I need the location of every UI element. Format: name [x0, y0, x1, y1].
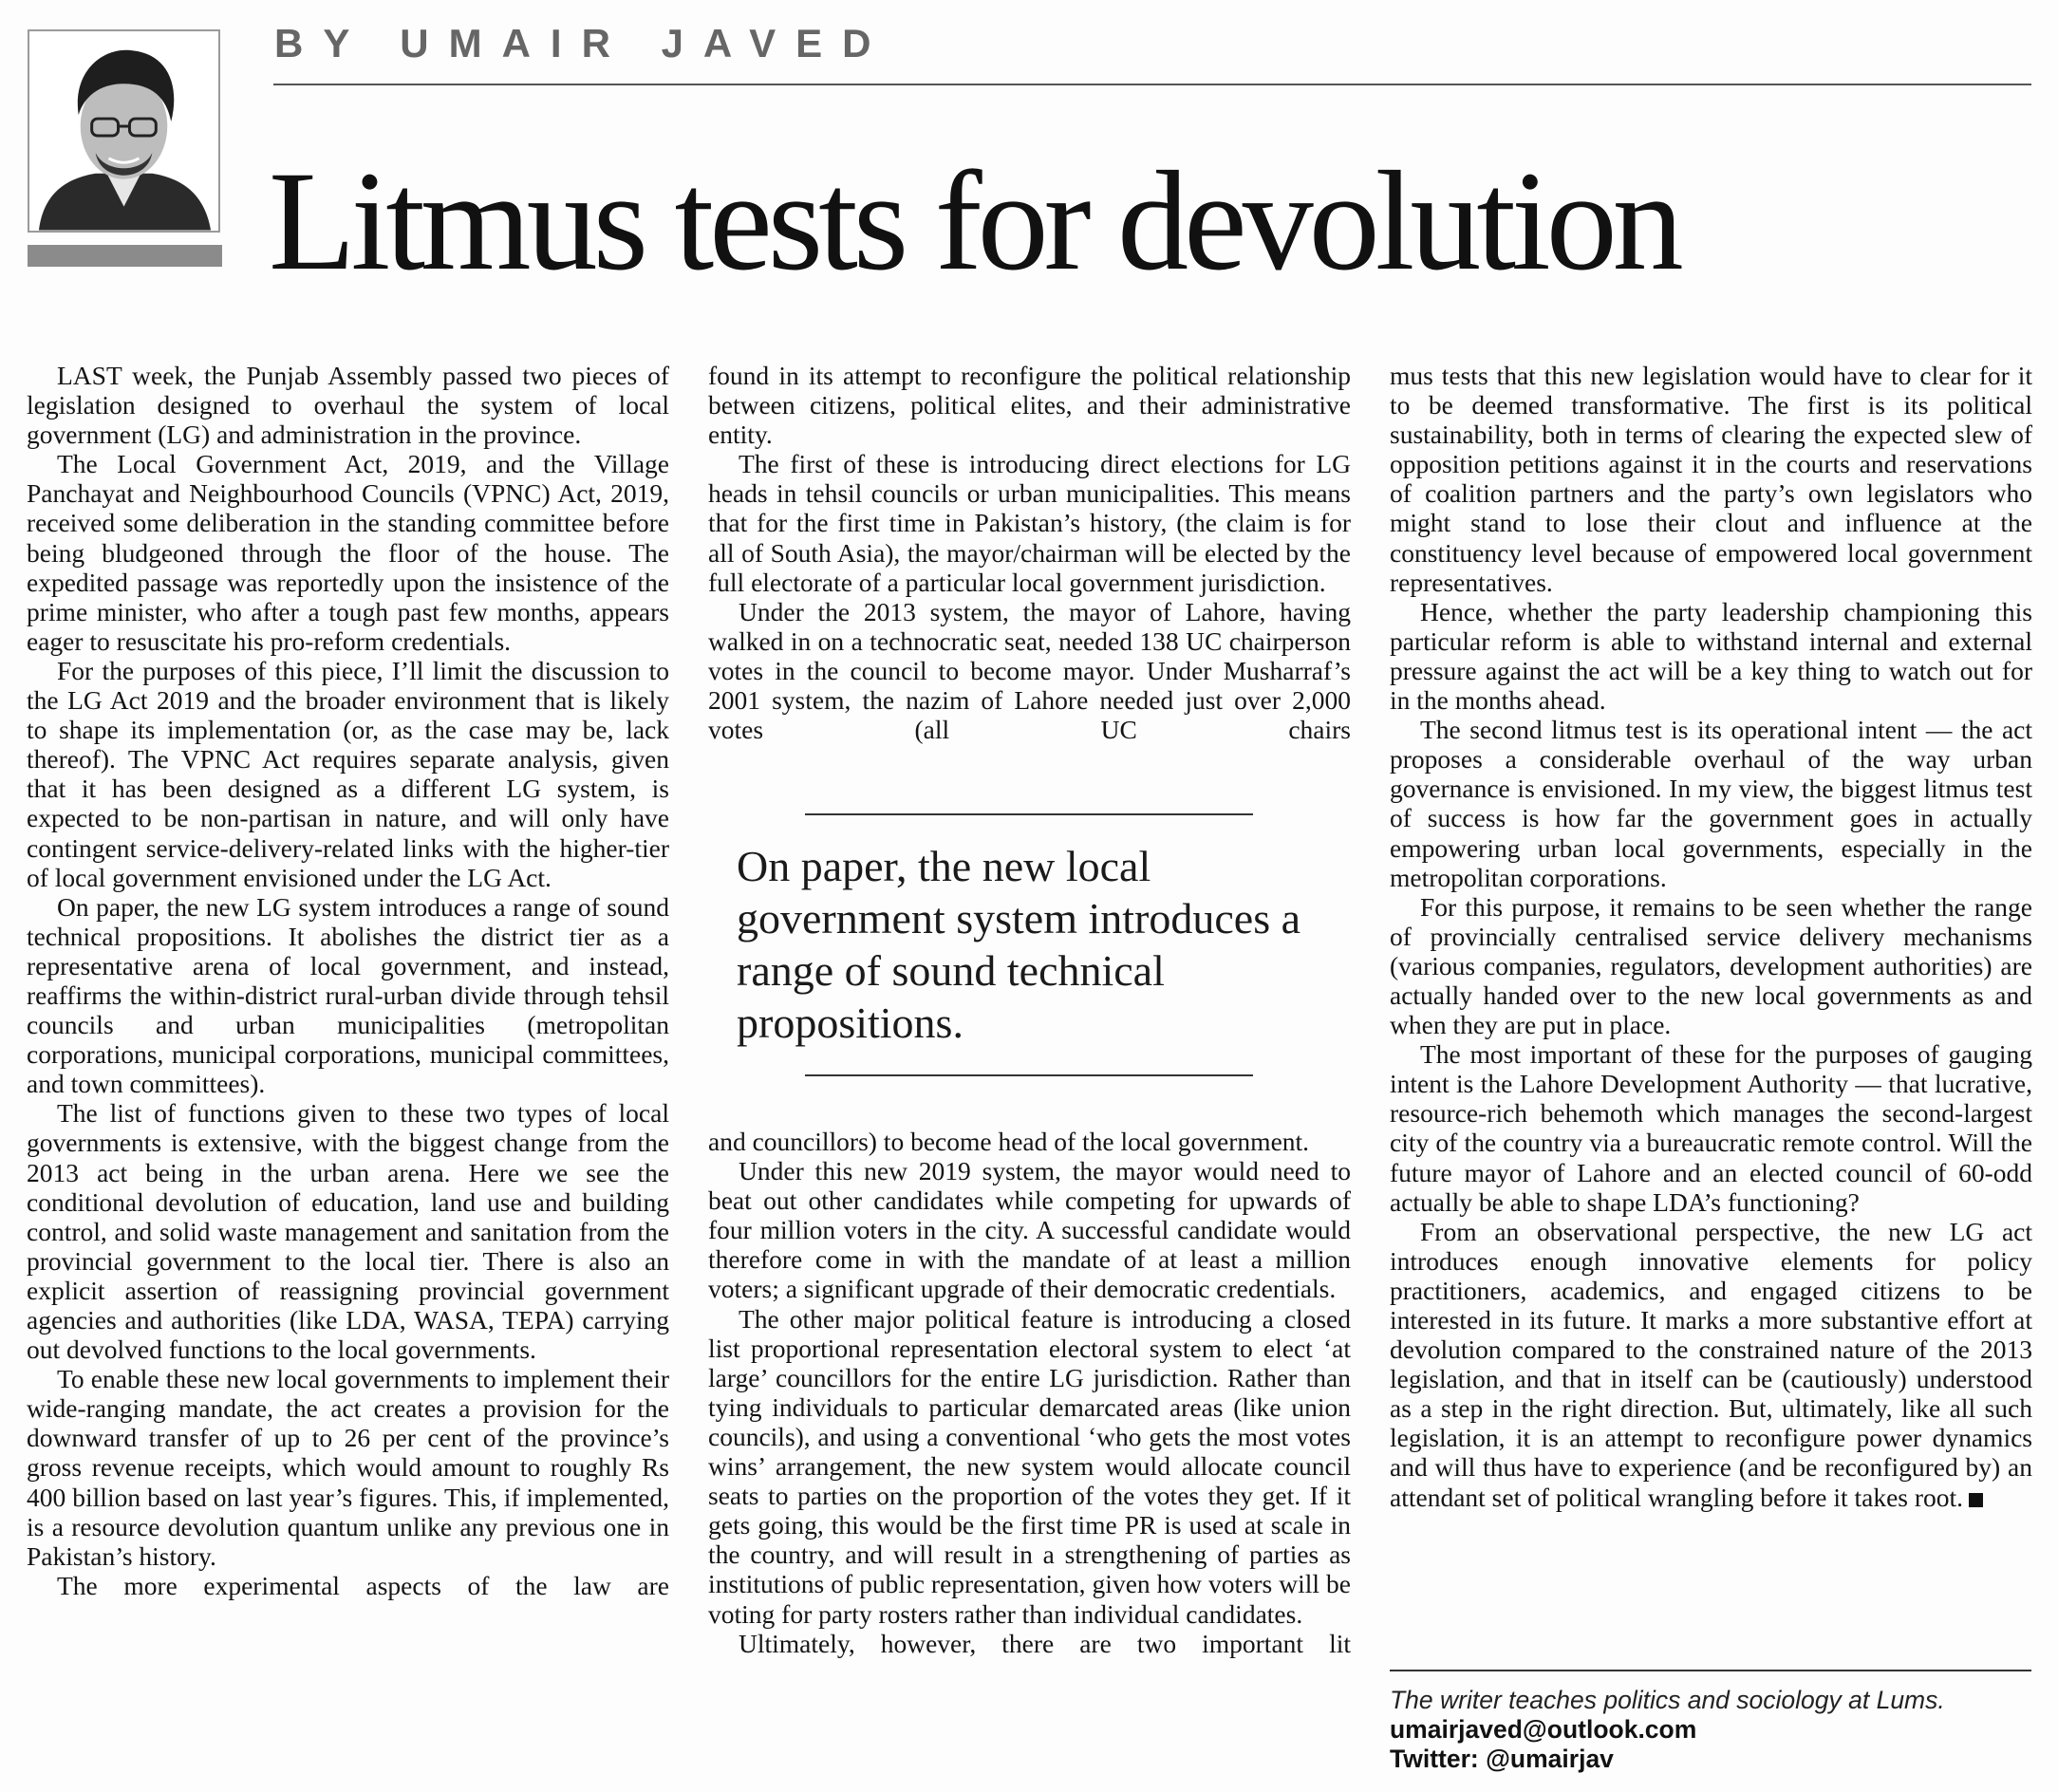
- author-photo-image: [29, 31, 218, 231]
- author-portrait: [28, 29, 220, 233]
- paragraph: Under this new 2019 system, the mayor would need to beat out other candidates while competing for upwards of four million voters in the city. A successful candidate would therefore come in with the mandate of at least a million voters; a significant upgrade of their democratic credentials.: [708, 1156, 1351, 1304]
- paragraph: On paper, the new LG system introduces a range of sound technical propositions. It abolishes the district tier as a representative arena of local government, and instead, reaffirms the within-district rural-urban divide through tehsil councils and urban municipalities (metropolitan corporations, municipal corporations, municipal committees, and town committees).: [27, 891, 669, 1099]
- writer-email: umairjaved@outlook.com: [1390, 1715, 1697, 1744]
- pullquote-rule-top: [805, 813, 1253, 815]
- writer-twitter: Twitter: @umairjav: [1390, 1745, 1614, 1773]
- paragraph: Hence, whether the party leadership championing this particular reform is able to withstand internal and external pressure against the act will be a key thing to watch out for in the months ahead.: [1390, 596, 2032, 716]
- writer-note-rule: [1390, 1670, 2031, 1671]
- paragraph: To enable these new local governments to implement their wide-ranging mandate, the act creates a provision for the downward transfer of up to 26 per cent of the province’s gross revenue receipts, which would amount to roughly Rs 400 billion based on last year’s figures. This, if implemented, is a resource devolution quantum unlike any previous one in Pakistan’s history.: [27, 1364, 669, 1571]
- byline: BY UMAIR JAVED: [274, 21, 891, 65]
- headline: Litmus tests for devolution: [269, 142, 1679, 300]
- paragraph: found in its attempt to reconfigure the political relationship between citizens, political elites, and their administrative entity.: [708, 361, 1351, 450]
- end-of-article-mark: [1969, 1493, 1983, 1507]
- paragraph: The list of functions given to these two types of local governments is extensive, with the biggest change from the 2013 act being in the urban arena. Here we see the conditional devolution of education, land use and building control, and solid waste management and sanitation from the provincial government to the local tier. There is also an explicit assertion of reassigning provincial government agencies and authorities (like LDA, WASA, TEPA) carrying out devolved functions to the local governments.: [27, 1098, 669, 1365]
- paragraph: Under the 2013 system, the mayor of Lahore, having walked in on a technocratic seat, needed 138 UC chairperson votes in the council to become mayor. Under Musharraf’s 2001 system, the nazim of Lahore needed just over 2,000 votes (all UC chairs: [708, 596, 1351, 745]
- writer-note: [1390, 1686, 2031, 1774]
- pullquote: On paper, the new local government system introduces a range of sound technical propositions.: [737, 842, 1301, 1047]
- paragraph: Ultimately, however, there are two important lit: [739, 1628, 1351, 1658]
- header-rule: [273, 84, 2031, 85]
- article-column-1: [27, 361, 669, 1600]
- portrait-accent-bar: [28, 245, 222, 267]
- paragraph: and councillors) to become head of the local government.: [708, 1127, 1310, 1156]
- final-paragraph-text: From an observational perspective, the new LG act introduces enough innovative elements for policy practitioners, academics, and engaged citizens to be interested in its future. It marks a more substantive effort at devolution compared to the constrained nature of the 2013 legislation, and that in itself can be (cautiously) understood as a step in the right direction. But, ultimately, like all such legislation, it is an attempt to reconfigure power dynamics and will thus have to experience (and be reconfigured by) an attendant set of political wrangling before it takes root.: [1390, 1216, 2032, 1512]
- paragraph: For this purpose, it remains to be seen whether the range of provincially centralised service delivery mechanisms (various companies, regulators, development authorities) are actually handed over to the new local governments as and when they are put in place.: [1390, 891, 2032, 1040]
- paragraph: The Local Government Act, 2019, and the Village Panchayat and Neighbourhood Councils (VPNC) Act, 2019, received some deliberation in the standing committee before being bludgeoned through the floor of the house. The expedited passage was reportedly upon the insistence of the prime minister, who after a tough past few months, appears eager to resuscitate his pro-reform credentials.: [27, 449, 669, 656]
- pullquote-rule-bottom: [805, 1074, 1253, 1076]
- article-column-2-bottom: [708, 1127, 1351, 1658]
- paragraph: mus tests that this new legislation would have to clear for it to be deemed transformative. The first is its political sustainability, both in terms of clearing the expected slew of opposition petitions against it in the courts and reservations of coalition partners and the party’s own legislators who might stand to lose their clout and influence at the constituency level because of empowered local government representatives.: [1390, 361, 2032, 597]
- article-column-3: [1390, 361, 2032, 1512]
- paragraph: The second litmus test is its operational intent — the act proposes a considerable overhaul of the way urban governance is envisioned. In my view, the biggest litmus test of success is how far the government goes in actually empowering urban local governments, especially in the metropolitan corporations.: [1390, 715, 2032, 892]
- article-column-2-top: [708, 361, 1351, 744]
- writer-bio: The writer teaches politics and sociology at Lums.: [1390, 1686, 1945, 1714]
- paragraph: LAST week, the Punjab Assembly passed two pieces of legislation designed to overhaul the system of local government (LG) and administration in the province.: [27, 361, 669, 450]
- paragraph: [1390, 1217, 2032, 1512]
- paragraph: The more experimental aspects of the law are: [57, 1570, 669, 1600]
- paragraph: The first of these is introducing direct elections for LG heads in tehsil councils or urban municipalities. This means that for the first time in Pakistan’s history, (the claim is for all of South Asia), the mayor/chairman will be elected by the full electorate of a particular local government jurisdiction.: [708, 449, 1351, 597]
- paragraph: The most important of these for the purposes of gauging intent is the Lahore Development Authority — that lucrative, resource-rich behemoth which manages the second-largest city of the country via a bureaucratic remote control. Will the future mayor of Lahore and an elected council of 60-odd actually be able to shape LDA’s functioning?: [1390, 1039, 2032, 1217]
- paragraph: The other major political feature is introducing a closed list proportional representation electoral system to elect ‘at large’ councillors for the entire LG jurisdiction. Rather than tying individuals to particular demarcated areas (like union councils), and using a conventional ‘who gets the most votes wins’ arrangement, the new system would allocate council seats to parties on the proportion of the votes they get. If it gets going, this would be the first time PR is used at scale in the country, and will result in a strengthening of parties as institutions of public representation, given how voters will be voting for party rosters rather than individual candidates.: [708, 1303, 1351, 1629]
- paragraph: For the purposes of this piece, I’ll limit the discussion to the LG Act 2019 and the broader environment that is likely to shape its implementation (or, as the case may be, lack thereof). The VPNC Act requires separate analysis, given that it has been designed as a different LG system, is expected to be non-partisan in nature, and will only have contingent service-delivery-related links with the higher-tier of local government envisioned under the LG Act.: [27, 655, 669, 892]
